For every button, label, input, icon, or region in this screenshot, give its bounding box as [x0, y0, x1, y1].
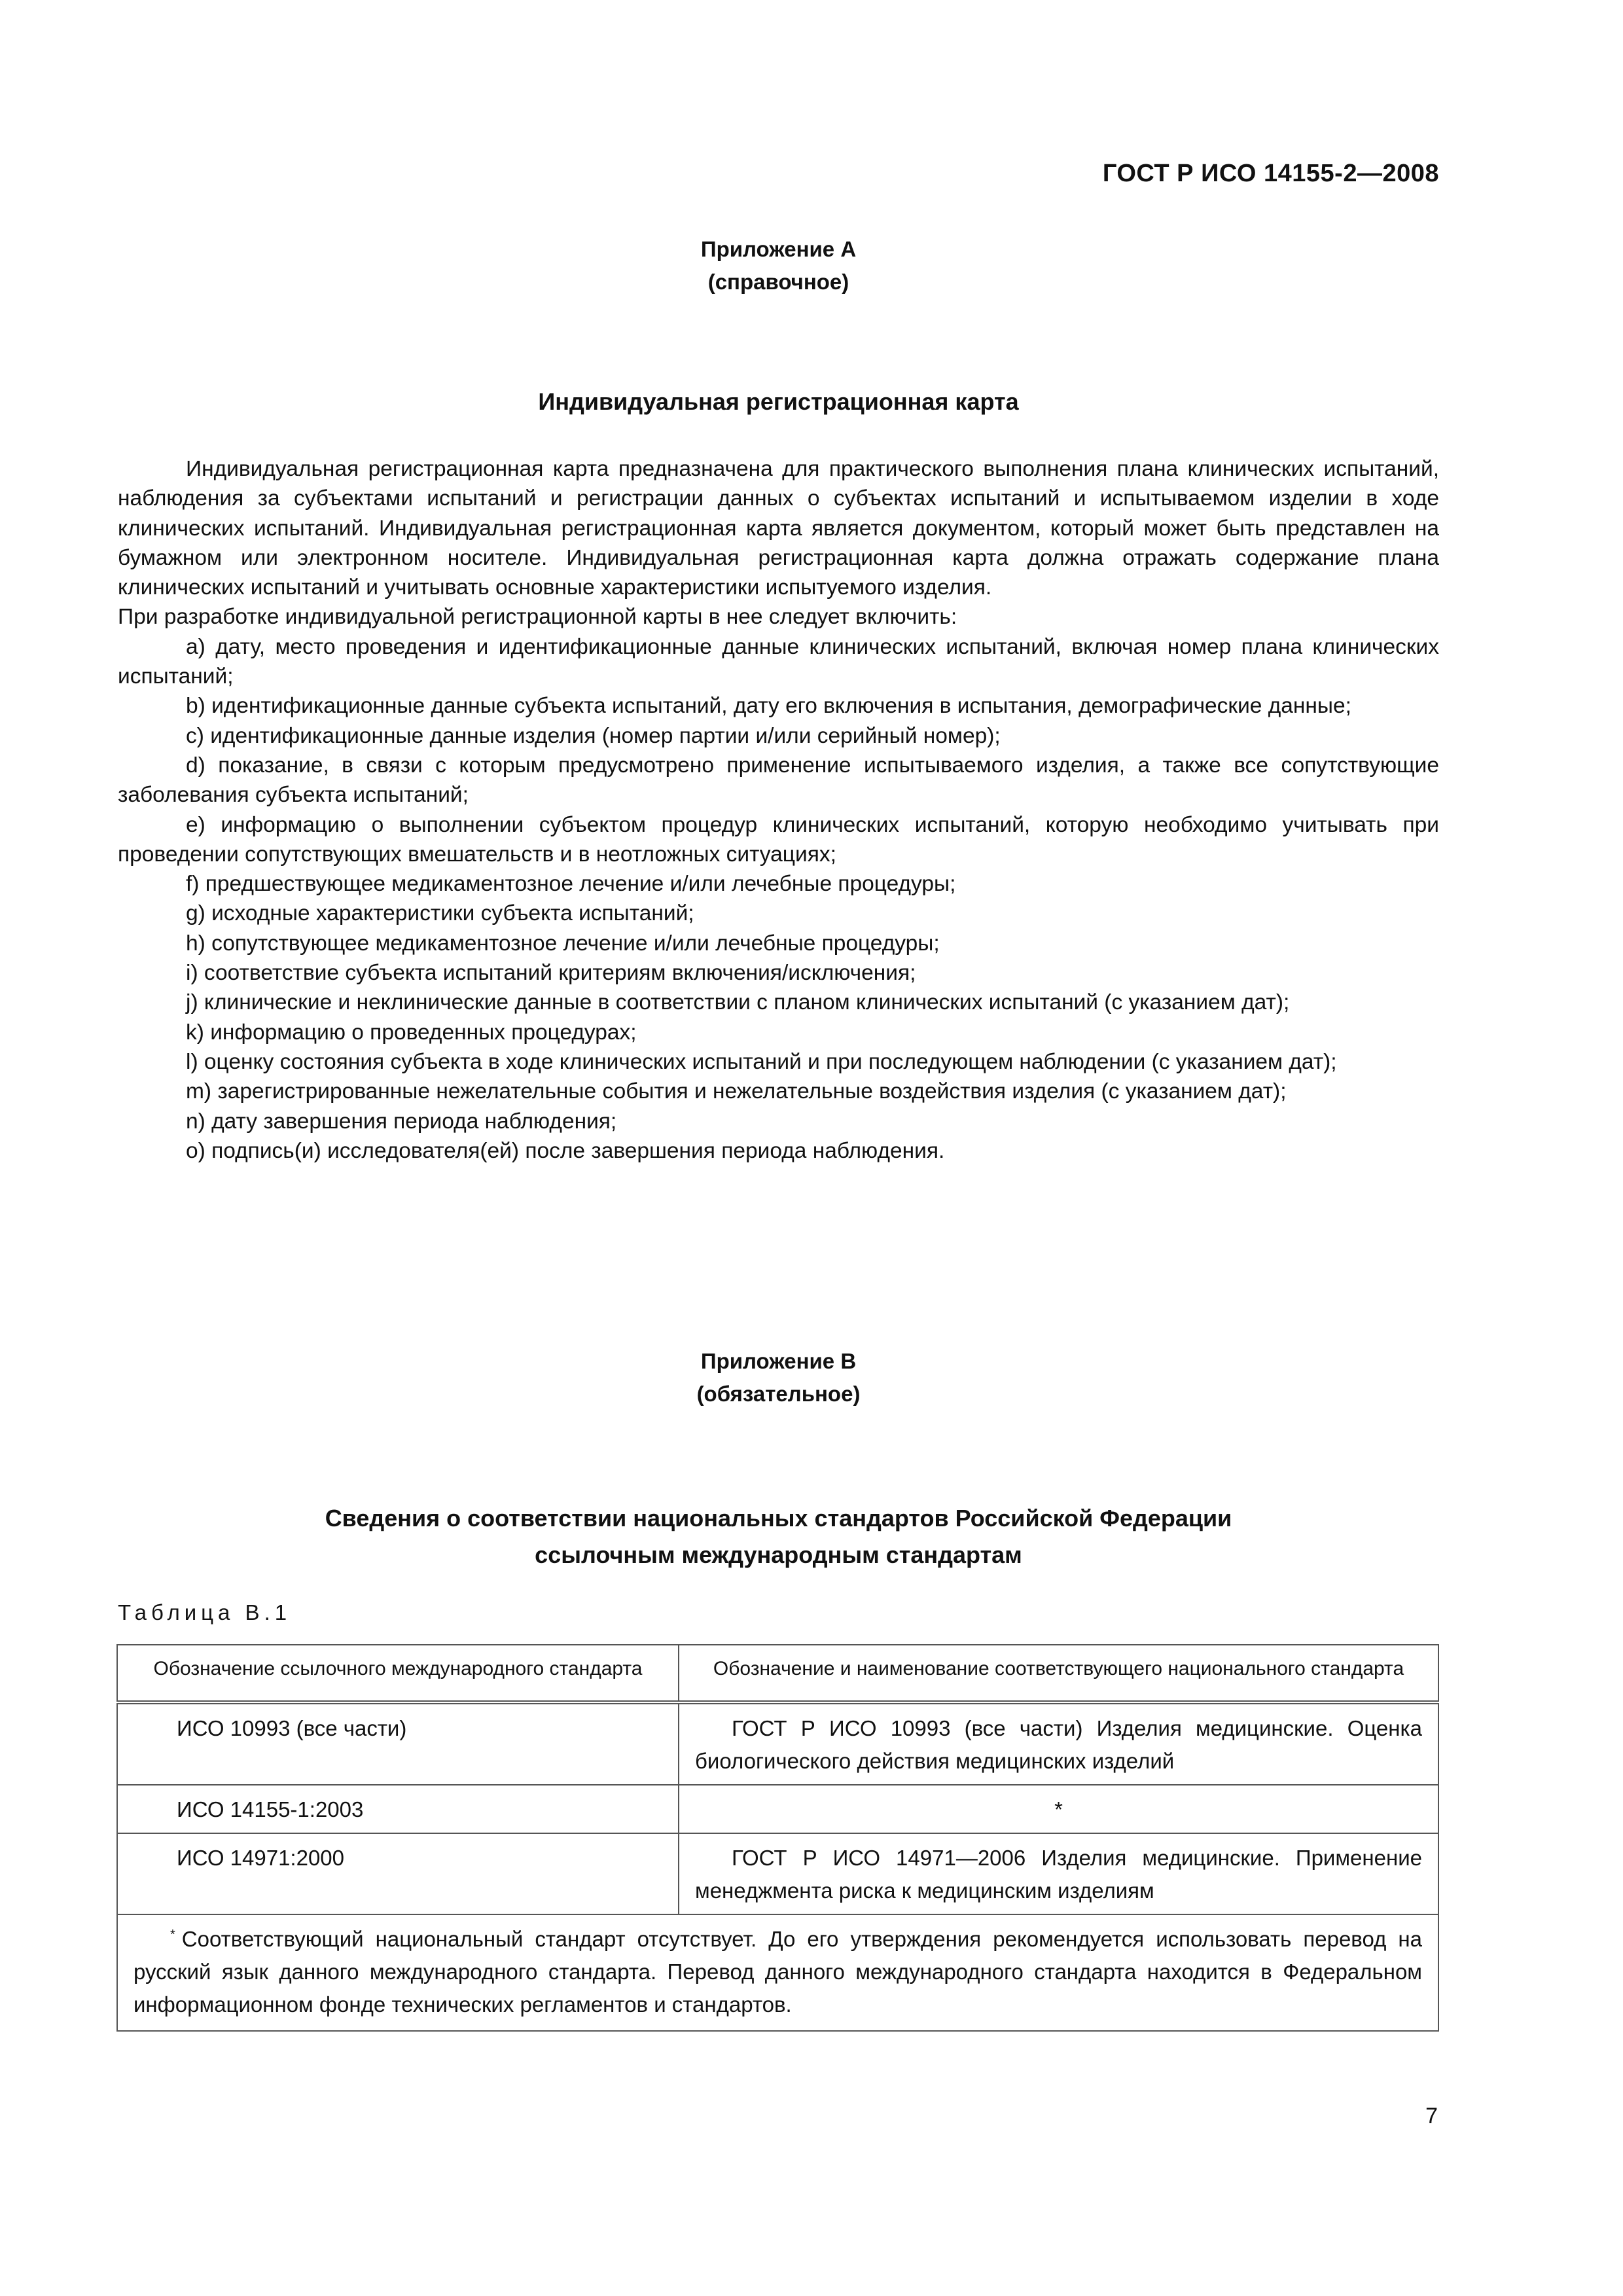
table-footnote: [117, 1914, 1438, 2031]
list-item-g: g) исходные характеристики субъекта испытаний;: [186, 901, 694, 926]
list-item-m: m) зарегистрированные нежелательные события и нежелательные воздействия изделия (с указанием дат);: [186, 1079, 1287, 1104]
list-item-e: e) информацию о выполнении субъектом процедур клинических испытаний, которую необходимо учитывать при проведении сопутствующих вмешательств и в неотложных ситуациях;: [118, 812, 1439, 867]
list-item-k: k) информацию о проведенных процедурах;: [186, 1020, 637, 1045]
intl-standard-cell: ИСО 10993 (все части): [117, 1702, 679, 1785]
table-header-row: [117, 1645, 1438, 1702]
document-code-header: ГОСТ Р ИСО 14155-2—2008: [1102, 160, 1439, 187]
standards-correspondence-table: [116, 1644, 1439, 2032]
national-standard-text: ГОСТ Р ИСО 14971—2006 Изделия медицинские. Применение менеджмента риска к медицинским изделиям: [695, 1846, 1422, 1903]
column-header-intl-standard: Обозначение ссылочного международного стандарта: [117, 1645, 679, 1702]
list-item-b: b) идентификационные данные субъекта испытаний, дату его включения в испытания, демографические данные;: [186, 694, 1351, 719]
national-standard-cell: [679, 1833, 1438, 1914]
table-row: [117, 1785, 1438, 1833]
list-item-h: h) сопутствующее медикаментозное лечение и/или лечебные процедуры;: [186, 931, 940, 956]
table-row: [117, 1833, 1438, 1914]
annex-a-body: [118, 454, 1439, 1166]
list-item-d: d) показание, в связи с которым предусмотрено применение испытываемого изделия, а также все сопутствующие заболевания субъекта испытаний;: [118, 753, 1439, 808]
annex-a-label: Приложение А: [700, 237, 857, 261]
list-item-o: o) подпись(и) исследователя(ей) после завершения периода наблюдения.: [186, 1138, 945, 1163]
annex-a-status: (справочное): [707, 270, 849, 294]
footnote-text-wrapper: [134, 1923, 1422, 2021]
table-footnote-row: [117, 1914, 1438, 2031]
list-item-n: n) дату завершения периода наблюдения;: [186, 1109, 617, 1134]
table-row: [117, 1702, 1438, 1785]
annex-a-heading: [118, 233, 1439, 298]
footnote-mark: *: [170, 1928, 175, 1942]
column-header-national-standard: Обозначение и наименование соответствующего национального стандарта: [679, 1645, 1438, 1702]
annex-b-title: [118, 1500, 1439, 1573]
annex-b-heading: [118, 1345, 1439, 1410]
list-item-f: f) предшествующее медикаментозное лечение и/или лечебные процедуры;: [186, 872, 956, 897]
list-item-l: l) оценку состояния субъекта в ходе клинических испытаний и при последующем наблюдении (с указанием дат);: [186, 1049, 1337, 1074]
list-item-i: i) соответствие субъекта испытаний критериям включения/исключения;: [186, 961, 916, 986]
intl-standard-cell: ИСО 14155-1:2003: [117, 1785, 679, 1833]
list-item-j: j) клинические и неклинические данные в соответствии с планом клинических испытаний (с указанием дат);: [186, 990, 1290, 1015]
national-standard-text: ГОСТ Р ИСО 10993 (все части) Изделия медицинские. Оценка биологического действия медицинских изделий: [695, 1716, 1422, 1773]
page-number: 7: [1425, 2104, 1438, 2128]
intl-standard-cell: ИСО 14971:2000: [117, 1833, 679, 1914]
annex-a-title: Индивидуальная регистрационная карта: [538, 388, 1019, 415]
national-standard-cell: *: [679, 1785, 1438, 1833]
list-item-c: c) идентификационные данные изделия (номер партии и/или серийный номер);: [186, 723, 1001, 748]
annex-b-label: Приложение В: [700, 1349, 857, 1373]
intro-lead-in: При разработке индивидуальной регистрационной карты в нее следует включить:: [118, 605, 957, 630]
annex-b-title-line-2: ссылочным международным стандартам: [535, 1541, 1022, 1568]
table-caption: Таблица В.1: [118, 1600, 292, 1624]
list-item-a: а) дату, место проведения и идентификационные данные клинических испытаний, включая номер плана клинических испытаний;: [118, 634, 1439, 689]
national-standard-cell: [679, 1702, 1438, 1785]
annex-b-status: (обязательное): [696, 1382, 861, 1406]
footnote-text: Соответствующий национальный стандарт отсутствует. До его утверждения рекомендуется использовать перевод на русский язык данного международного стандарта. Перевод данного международного стандарта находится в Федеральном информационном фонде технических регламентов и стандартов.: [134, 1927, 1422, 2017]
intro-paragraph: Индивидуальная регистрационная карта предназначена для практического выполнения плана клинических испытаний, наблюдения за субъектами испытаний и регистрации данных о субъектах испытаний и испытываемом изделии в ходе клинических испытаний. Индивидуальная регистрационная карта является документом, который может быть представлен на бумажном или электронном носителе. Индивидуальная регистрационная карта должна отражать содержание плана клинических испытаний и учитывать основные характеристики испытуемого изделия.: [118, 457, 1439, 600]
annex-b-title-line-1: Сведения о соответствии национальных стандартов Российской Федерации: [325, 1505, 1232, 1532]
